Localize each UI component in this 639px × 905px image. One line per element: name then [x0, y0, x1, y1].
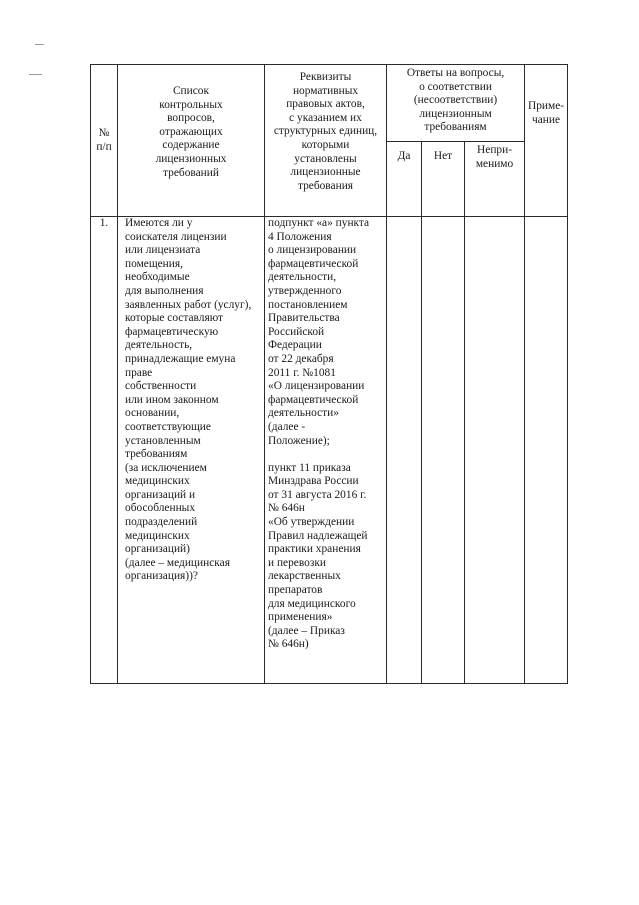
requisites-line: постановлением — [268, 298, 348, 311]
header-answers-line: требованиям — [424, 121, 487, 134]
header-answers-line: (несоответствии) — [413, 94, 498, 107]
question-line: собственности — [125, 380, 197, 393]
requisites-line: и перевозки — [268, 556, 326, 569]
question-line: обособленных — [125, 502, 196, 515]
header-row-1 — [91, 65, 568, 142]
requisites-line: лекарственных — [268, 570, 341, 583]
question-line: принадлежащие емуна — [125, 352, 236, 365]
note-cell[interactable] — [525, 217, 568, 684]
requisites-line: 4 Положения — [268, 230, 332, 243]
requisites-line: применения» — [268, 611, 333, 624]
scan-speck — [35, 44, 44, 45]
question-line: (далее – медицинская — [125, 556, 230, 569]
header-na-line: менимо — [475, 157, 514, 170]
requisites-line: № 646н) — [268, 638, 309, 651]
header-answers-line: лицензионным — [419, 107, 492, 120]
requisites-line: фармацевтической — [268, 257, 359, 270]
question-line: основании, — [125, 407, 180, 420]
question-line: которые составляют — [125, 312, 224, 325]
header-list-line: вопросов, — [167, 112, 215, 125]
header-list-line: Список — [172, 85, 210, 97]
requisites-spacer — [268, 448, 386, 462]
requisites-line: практики хранения — [268, 543, 361, 556]
requisites-line: фармацевтической — [268, 393, 359, 406]
header-req-line: Реквизиты — [299, 71, 352, 83]
requisites-line: Правил надлежащей — [268, 529, 368, 542]
header-yes — [387, 142, 422, 217]
requisites-line: Федерации — [268, 339, 322, 352]
requisites-line: деятельности» — [268, 407, 339, 420]
header-req-line: установлены — [294, 152, 357, 165]
header-req-line: которыми — [301, 138, 350, 151]
question-line: соответствующие — [125, 420, 211, 433]
header-note-line: чание — [532, 113, 561, 126]
question-line: деятельность, — [125, 339, 193, 352]
header-answers — [387, 65, 525, 142]
question-line: заявленных работ (услуг), — [125, 298, 252, 311]
question-line: соискателя лицензии — [125, 230, 227, 243]
header-no — [422, 142, 465, 217]
table-row — [91, 217, 568, 684]
header-no-label: Нет — [433, 150, 453, 162]
requisites-line: Российской — [268, 325, 325, 338]
header-num-line: п/п — [96, 140, 112, 153]
requisites-line: (далее – Приказ — [268, 624, 345, 637]
question-line: медицинских — [125, 529, 190, 542]
requisites-line: от 31 августа 2016 г. — [268, 488, 367, 501]
requisites-line: Правительства — [268, 312, 340, 325]
header-answers-line: о соответствии — [419, 80, 492, 93]
question-line: фармацевтическую — [125, 325, 219, 338]
answer-not-applicable-cell[interactable] — [465, 217, 525, 684]
question-line: или лицензиата — [125, 244, 201, 257]
requisites-line: препаратов — [268, 584, 323, 597]
question-line: организация))? — [125, 570, 198, 583]
header-na-line: Непри- — [477, 144, 512, 156]
header-req-line: требования — [297, 179, 354, 192]
requisites-line: подпункт «а» пункта — [268, 217, 370, 229]
header-answers-line: Ответы на вопросы, — [406, 67, 505, 79]
question-line: требованиям — [125, 448, 188, 461]
question-line: необходимые — [125, 271, 190, 284]
requisites-line: от 22 декабря — [268, 352, 334, 365]
header-list-line: отражающих — [159, 125, 223, 138]
requisites-line: деятельности, — [268, 271, 337, 284]
requisites-line: утвержденного — [268, 284, 342, 297]
requisites-line: Минздрава России — [268, 475, 359, 488]
header-num-line: № — [98, 126, 110, 139]
question-line: Имеются ли у — [125, 217, 193, 229]
header-question-list — [118, 65, 265, 217]
question-line: или ином законном — [125, 393, 219, 406]
question-line: организаций) — [125, 543, 190, 556]
license-checklist-table — [90, 64, 568, 684]
question-line: праве — [125, 366, 153, 379]
header-list-line: требований — [163, 166, 219, 179]
row-number-value: 1. — [99, 217, 109, 229]
header-list-line: содержание — [162, 139, 220, 152]
question-line: установленным — [125, 434, 201, 447]
question-line: (за исключением — [125, 461, 207, 474]
question-line: подразделений — [125, 516, 198, 529]
header-list-line: контрольных — [159, 98, 223, 111]
requisites-line: «Об утверждении — [268, 516, 355, 529]
row-number — [91, 217, 118, 684]
requisites-line: пункт 11 приказа — [268, 461, 351, 474]
requisites-line: 2011 г. №1081 — [268, 366, 336, 379]
header-note — [525, 65, 568, 217]
requisites-line: № 646н — [268, 502, 305, 515]
header-req-line: структурных единиц, — [273, 125, 378, 138]
requisites-line: «О лицензировании — [268, 380, 365, 393]
header-req-line: лицензионные — [290, 166, 361, 179]
question-line: медицинских — [125, 475, 190, 488]
header-list-line: лицензионных — [155, 152, 227, 165]
header-not-applicable — [465, 142, 525, 217]
answer-no-cell[interactable] — [422, 217, 465, 684]
requisites-line: Положение); — [268, 434, 330, 447]
scan-speck — [29, 74, 42, 75]
header-num — [91, 65, 118, 217]
question-line: организаций и — [125, 488, 196, 501]
header-yes-label: Да — [397, 150, 411, 162]
header-legal-requisites — [265, 65, 387, 217]
answer-yes-cell[interactable] — [387, 217, 422, 684]
requisites-line: о лицензировании — [268, 244, 357, 257]
question-line: для выполнения — [125, 284, 204, 297]
row-requisites — [265, 217, 387, 684]
header-req-line: с указанием их — [289, 111, 362, 124]
requisites-line: для медицинского — [268, 597, 356, 610]
header-note-line: Приме- — [527, 100, 565, 112]
requisites-line: (далее - — [268, 420, 306, 433]
row-question — [118, 217, 265, 684]
header-req-line: нормативных — [292, 84, 359, 97]
header-req-line: правовых актов, — [286, 98, 365, 111]
question-line: помещения, — [125, 257, 183, 270]
